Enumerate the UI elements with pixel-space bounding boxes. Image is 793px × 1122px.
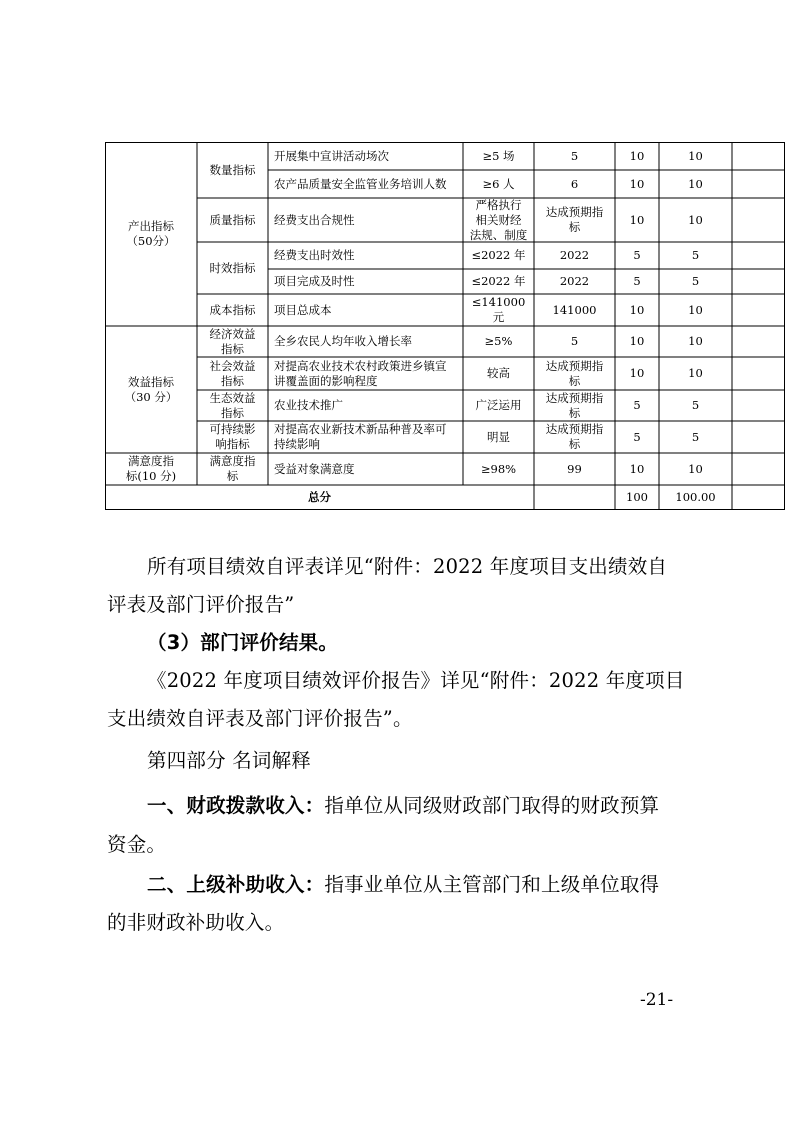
- term-1-text: 指单位从同级财政部门取得的财政预算: [324, 794, 660, 817]
- table-cell-target: ≤141000 元: [471, 295, 526, 324]
- table-cell-indicator: 经费支出合规性: [274, 212, 355, 227]
- table-cell-score: 5: [691, 398, 700, 412]
- table-cell-score: 10: [688, 302, 703, 317]
- table-cell-indicator: 受益对象满意度: [274, 461, 355, 476]
- table-cell-indicator: 对提高农业技术农村政策进乡镇宣 讲覆盖面的影响程度: [274, 358, 447, 388]
- table-cell-score: 10: [688, 334, 703, 348]
- total-score: 100.00: [675, 490, 716, 504]
- table-cell-target: ≥5 场: [482, 148, 515, 163]
- paragraph-1-line-1: 所有项目绩效自评表详见“附件：2022 年度项目支出绩效自: [147, 555, 668, 578]
- paragraph-2-line-2: 支出绩效自评表及部门评价报告”。: [107, 707, 413, 730]
- table-cell-indicator: 农业技术推广: [274, 398, 343, 412]
- table-cell-score: 10: [688, 176, 703, 191]
- table-cell-indicator: 开展集中宣讲活动场次: [274, 148, 389, 163]
- table-cell-target: 广泛运用: [475, 398, 522, 412]
- table-cell-actual: 达成预期指 标: [545, 390, 604, 420]
- subgroup-cost: 成本指标: [209, 302, 256, 317]
- table-cell-weight: 10: [629, 212, 645, 227]
- part-4-heading: 第四部分 名词解释: [147, 749, 311, 772]
- subgroup-sustainable: 可持续影 响指标: [209, 422, 256, 451]
- group-benefit: 效益指标 （30 分）: [124, 374, 178, 404]
- table-cell-weight: 10: [629, 302, 645, 317]
- section-3-heading: （3）部门评价结果。: [147, 631, 339, 654]
- table-cell-target: ≥98%: [480, 461, 517, 476]
- subgroup-quantity: 数量指标: [209, 162, 256, 177]
- table-cell-actual: 5: [570, 334, 579, 348]
- term-2-text: 指事业单位从主管部门和上级单位取得: [324, 873, 660, 896]
- table-cell-indicator: 项目总成本: [274, 302, 332, 317]
- table-cell-score: 10: [688, 212, 703, 227]
- table-cell-target: ≥5%: [484, 334, 513, 348]
- table-cell-weight: 10: [629, 334, 645, 348]
- subgroup-timeliness: 时效指标: [209, 260, 256, 275]
- table-cell-indicator: 项目完成及时性: [274, 274, 355, 288]
- table-cell-actual: 2022: [559, 248, 590, 262]
- table-cell-weight: 10: [629, 366, 645, 380]
- table-cell-actual: 141000: [552, 302, 597, 317]
- table-cell-score: 5: [691, 248, 700, 262]
- table-cell-weight: 5: [633, 248, 641, 262]
- subgroup-economic: 经济效益 指标: [209, 326, 256, 356]
- subgroup-satisfaction: 满意度指 标: [209, 454, 256, 483]
- table-cell-indicator: 全乡农民人均年收入增长率: [274, 334, 412, 348]
- table-cell-weight: 10: [629, 461, 645, 476]
- group-satisfaction: 满意度指 标(10 分): [125, 454, 177, 483]
- paragraph-2-line-1: 《2022 年度项目绩效评价报告》详见“附件：2022 年度项目: [147, 669, 685, 692]
- term-2-title: 二、上级补助收入：: [147, 873, 325, 896]
- total-label: 总分: [308, 490, 331, 504]
- table-cell-actual: 99: [567, 461, 582, 476]
- term-2-line-2: 的非财政补助收入。: [107, 911, 285, 934]
- table-cell-score: 10: [688, 148, 703, 163]
- table-cell-actual: 达成预期指 标: [545, 422, 604, 451]
- table-cell-target: ≤2022 年: [471, 274, 526, 288]
- subgroup-ecological: 生态效益 指标: [209, 390, 256, 420]
- subgroup-social: 社会效益 指标: [209, 358, 256, 388]
- total-weight: 100: [626, 490, 648, 504]
- table-cell-score: 5: [691, 274, 700, 288]
- term-2-line-1: [147, 866, 659, 904]
- table-cell-weight: 10: [629, 176, 645, 191]
- table-cell-score: 10: [688, 461, 703, 476]
- table-cell-actual: 达成预期指 标: [545, 358, 604, 388]
- table-cell-actual: 达成预期指 标: [545, 205, 604, 234]
- table-cell-indicator: 对提高农业新技术新品种普及率可 持续影响: [274, 422, 447, 451]
- table-cell-score: 10: [688, 366, 703, 380]
- term-1-line-2: 资金。: [107, 833, 167, 856]
- table-cell-target: ≥6 人: [482, 176, 515, 191]
- table-cell-target: 较高: [487, 366, 510, 380]
- performance-table: [105, 142, 785, 510]
- table-cell-actual: 6: [570, 176, 579, 191]
- term-1-title: 一、财政拨款收入：: [147, 794, 325, 817]
- table-cell-score: 5: [691, 429, 700, 444]
- table-cell-actual: 5: [570, 148, 579, 163]
- table-cell-weight: 10: [629, 148, 645, 163]
- page-number: -21-: [640, 990, 674, 1010]
- group-output: 产出指标 （50分）: [126, 219, 176, 248]
- table-cell-weight: 5: [633, 429, 641, 444]
- table-cell-target: ≤2022 年: [471, 248, 526, 262]
- table-cell-target: 明显: [487, 429, 510, 444]
- table-cell-indicator: 农产品质量安全监管业务培训人数: [274, 176, 447, 191]
- table-cell-target: 严格执行 相关财经 法规、制度: [469, 197, 528, 242]
- table-cell-weight: 5: [633, 274, 641, 288]
- paragraph-1-line-2: 评表及部门评价报告”: [107, 593, 295, 616]
- table-cell-indicator: 经费支出时效性: [274, 248, 355, 262]
- term-1-line-1: [147, 787, 659, 825]
- table-cell-actual: 2022: [559, 274, 590, 288]
- subgroup-quality: 质量指标: [209, 212, 256, 227]
- table-cell-weight: 5: [633, 398, 641, 412]
